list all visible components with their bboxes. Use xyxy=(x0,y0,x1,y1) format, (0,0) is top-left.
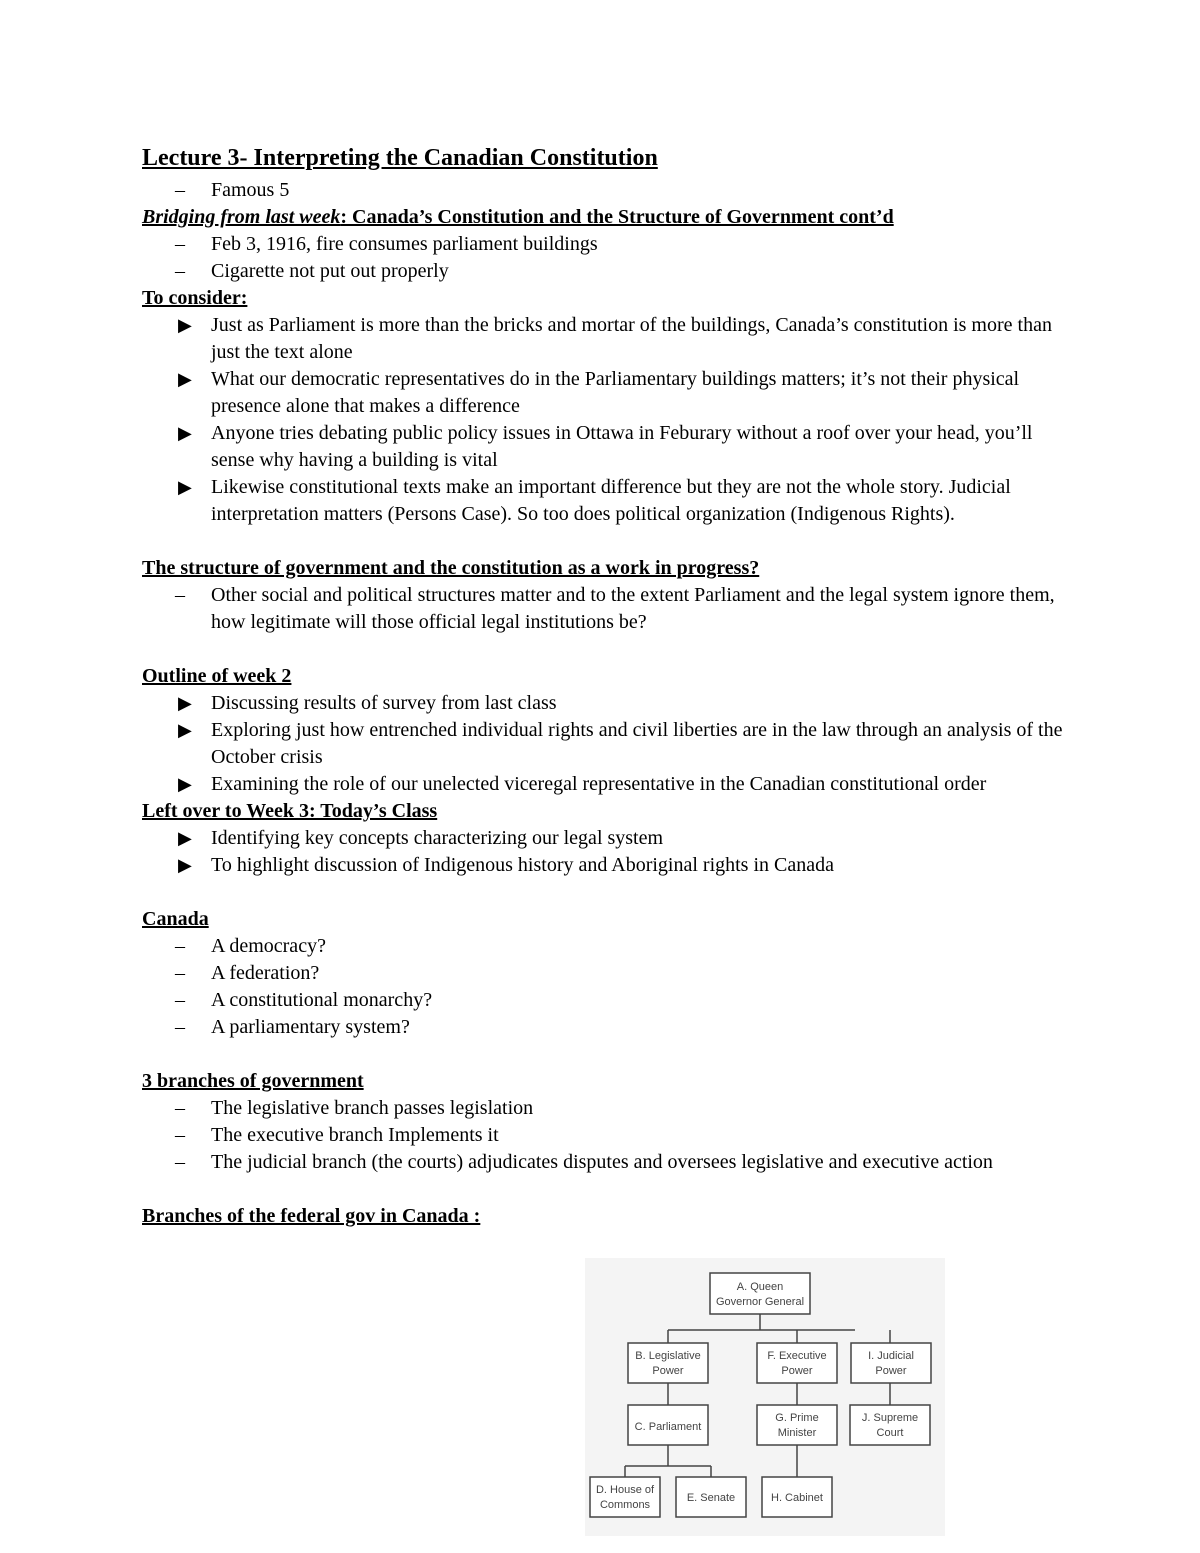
box-executive xyxy=(757,1343,837,1383)
svg-text:J. Supreme: J. Supreme xyxy=(861,1412,919,1424)
box-senate xyxy=(676,1477,746,1517)
arrow-bullet-icon: ▶ xyxy=(178,855,192,875)
box-house-of-commons xyxy=(590,1477,660,1517)
svg-text:A. Queen: A. Queen xyxy=(736,1281,784,1293)
list-item: ▶ Exploring just how entrenched individual rights and civil liberties are in the law through an analysis of the October crisis xyxy=(178,719,1063,768)
branches-list xyxy=(142,1095,1072,1176)
list-item: ▶ Likewise constitutional texts make an important difference but they are not the whole story. Judicial interpretation matters (Persons Case). So too does political organization (Indigenous Rights). xyxy=(178,476,1011,525)
svg-text:Power: Power xyxy=(652,1365,684,1377)
box-legislative xyxy=(628,1343,708,1383)
list-item: – A constitutional monarchy? xyxy=(175,989,433,1011)
leftover-heading: Left over to Week 3: Today’s Class xyxy=(142,800,438,822)
list-item: – A parliamentary system? xyxy=(175,1016,410,1038)
page-title: Lecture 3- Interpreting the Canadian Constitution xyxy=(142,145,658,171)
arrow-bullet-icon: ▶ xyxy=(178,369,192,389)
list-item: ▶ Anyone tries debating public policy issues in Ottawa in Feburary without a roof over your head, you’ll sense why having a building is vital xyxy=(178,422,1033,471)
list-item: ▶ Just as Parliament is more than the bricks and mortar of the buildings, Canada’s constitution is more than just the text alone xyxy=(178,314,1052,363)
arrow-bullet-icon: ▶ xyxy=(178,477,192,497)
box-queen xyxy=(710,1273,810,1314)
intro-list xyxy=(142,177,1072,204)
svg-text:I. Judicial: I. Judicial xyxy=(868,1350,914,1362)
svg-text:Power: Power xyxy=(875,1365,907,1377)
branches-heading: 3 branches of government xyxy=(142,1070,364,1092)
list-item: – Feb 3, 1916, fire consumes parliament buildings xyxy=(175,233,598,255)
box-prime-minister xyxy=(757,1405,837,1445)
canada-list xyxy=(142,933,1072,1041)
svg-text:C. Parliament: C. Parliament xyxy=(634,1421,702,1433)
svg-text:Commons: Commons xyxy=(599,1499,651,1511)
list-item: – Famous 5 xyxy=(142,177,1072,204)
list-item: – Other social and political structures matter and to the extent Parliament and the legal system ignore them, how legitimate will those official legal institutions be? xyxy=(175,584,1055,633)
federal-heading: Branches of the federal gov in Canada : xyxy=(142,1205,481,1227)
list-item: – The judicial branch (the courts) adjudicates disputes and oversees legislative and executive action xyxy=(175,1151,993,1173)
arrow-bullet-icon: ▶ xyxy=(178,315,192,335)
svg-text:G. Prime: G. Prime xyxy=(775,1412,819,1424)
box-cabinet xyxy=(762,1477,832,1517)
arrow-bullet-icon: ▶ xyxy=(178,828,192,848)
list-item: – A democracy? xyxy=(175,935,326,957)
svg-text:H. Cabinet: H. Cabinet xyxy=(771,1492,823,1504)
structure-list xyxy=(142,582,1072,636)
federal-government-org-chart xyxy=(585,1258,945,1536)
box-supreme-court xyxy=(850,1405,930,1445)
structure-heading: The structure of government and the constitution as a work in progress? xyxy=(142,557,760,579)
bridging-heading: Bridging from last week: Canada’s Constitution and the Structure of Government cont’d xyxy=(142,206,894,228)
document-page xyxy=(142,143,1072,1230)
box-parliament xyxy=(628,1405,708,1445)
svg-text:Minister: Minister xyxy=(777,1427,817,1439)
arrow-bullet-icon: ▶ xyxy=(178,774,192,794)
arrow-bullet-icon: ▶ xyxy=(178,720,192,740)
list-item: ▶ Discussing results of survey from last class xyxy=(142,690,1072,717)
svg-text:Court: Court xyxy=(876,1427,904,1439)
list-item: ▶ Identifying key concepts characterizing our legal system xyxy=(142,825,1072,852)
list-item: ▶ To highlight discussion of Indigenous history and Aboriginal rights in Canada xyxy=(142,852,1072,879)
list-item: – The legislative branch passes legislation xyxy=(175,1097,534,1119)
outline-heading: Outline of week 2 xyxy=(142,665,292,687)
list-item: – The executive branch Implements it xyxy=(175,1124,499,1146)
outline-list xyxy=(142,690,1072,798)
to-consider-heading: To consider: xyxy=(142,287,248,309)
list-item: ▶ What our democratic representatives do in the Parliamentary buildings matters; it’s not their physical presence alone that makes a difference xyxy=(178,368,1020,417)
bridging-list xyxy=(142,231,1072,285)
svg-text:B. Legislative: B. Legislative xyxy=(635,1350,701,1362)
list-item: ▶ Examining the role of our unelected viceregal representative in the Canadian constitutional order xyxy=(142,771,1072,798)
list-item: – Cigarette not put out properly xyxy=(175,260,449,282)
canada-heading: Canada xyxy=(142,908,209,930)
svg-text:Governor General: Governor General xyxy=(715,1296,805,1308)
svg-text:Power: Power xyxy=(781,1365,813,1377)
arrow-bullet-icon: ▶ xyxy=(178,693,192,713)
svg-text:E. Senate: E. Senate xyxy=(686,1492,736,1504)
dash-marker: – xyxy=(175,179,185,201)
box-judicial xyxy=(851,1343,931,1383)
leftover-list xyxy=(142,825,1072,879)
svg-text:D. House of: D. House of xyxy=(595,1484,655,1496)
to-consider-list xyxy=(142,312,1072,528)
svg-text:F. Executive: F. Executive xyxy=(767,1350,827,1362)
list-item: – A federation? xyxy=(175,962,320,984)
arrow-bullet-icon: ▶ xyxy=(178,423,192,443)
